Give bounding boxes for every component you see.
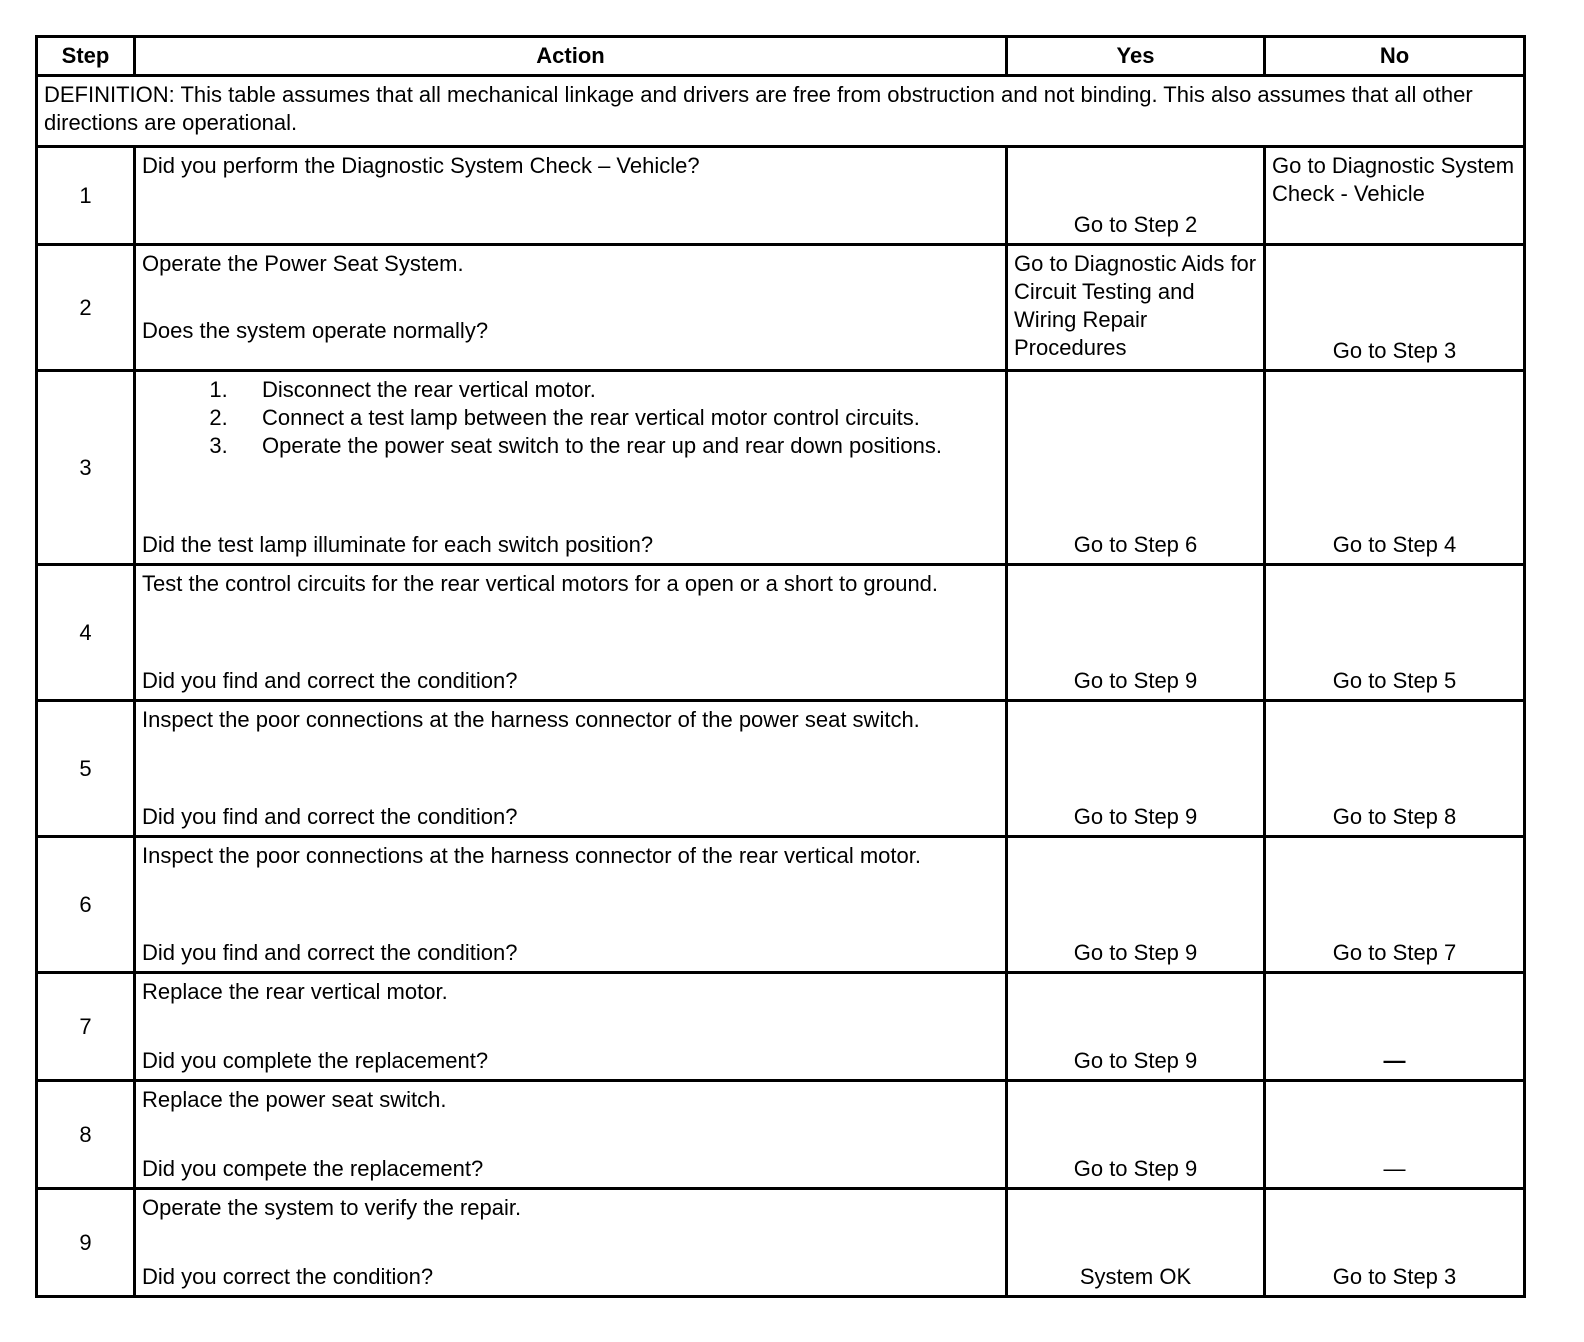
- action-text: Operate the system to verify the repair.: [142, 1195, 522, 1220]
- header-action: Action: [135, 37, 1007, 76]
- action-text: Inspect the poor connections at the harness connector of the rear vertical motor.: [142, 843, 921, 868]
- no-cell: Go to Step 4: [1265, 371, 1525, 565]
- step-number: 1: [37, 147, 135, 245]
- action-text: Test the control circuits for the rear vertical motors for a open or a short to ground.: [142, 571, 939, 596]
- no-cell: Go to Step 8: [1265, 701, 1525, 837]
- table-row: [37, 371, 1525, 565]
- action-step-list: [142, 376, 999, 460]
- action-cell: [135, 565, 1007, 701]
- action-text: Did you perform the Diagnostic System Check – Vehicle?: [135, 147, 1007, 245]
- definition-row: [37, 76, 1525, 147]
- yes-cell: Go to Step 2: [1007, 147, 1265, 245]
- yes-cell: Go to Step 9: [1007, 701, 1265, 837]
- step-number: 2: [37, 245, 135, 371]
- action-question: Did you compete the replacement?: [142, 1156, 484, 1181]
- diagnostic-table: [35, 35, 1526, 1298]
- action-text: Replace the power seat switch.: [142, 1087, 447, 1112]
- no-cell: Go to Step 3: [1265, 1189, 1525, 1297]
- table-row: [37, 837, 1525, 973]
- header-row: [37, 37, 1525, 76]
- action-question: Did you find and correct the condition?: [142, 804, 518, 829]
- no-cell: —: [1265, 973, 1525, 1081]
- action-cell: [135, 701, 1007, 837]
- table-row: [37, 973, 1525, 1081]
- step-number: 3: [37, 371, 135, 565]
- header-yes: Yes: [1007, 37, 1265, 76]
- table-row: [37, 701, 1525, 837]
- yes-cell: Go to Step 9: [1007, 1081, 1265, 1189]
- action-question: Did the test lamp illuminate for each switch position?: [142, 532, 654, 557]
- no-cell: Go to Step 7: [1265, 837, 1525, 973]
- action-cell: [135, 837, 1007, 973]
- action-question: Did you correct the condition?: [142, 1264, 434, 1289]
- table-row: [37, 1081, 1525, 1189]
- header-no: No: [1265, 37, 1525, 76]
- action-cell: [135, 371, 1007, 565]
- step-number: 9: [37, 1189, 135, 1297]
- no-cell: —: [1265, 1081, 1525, 1189]
- yes-cell: Go to Step 9: [1007, 837, 1265, 973]
- yes-cell: System OK: [1007, 1189, 1265, 1297]
- step-number: 4: [37, 565, 135, 701]
- step-number: 7: [37, 973, 135, 1081]
- table-row: [37, 1189, 1525, 1297]
- step-number: 8: [37, 1081, 135, 1189]
- header-step: Step: [37, 37, 135, 76]
- list-item: 3. Operate the power seat switch to the rear up and rear down positions.: [240, 432, 999, 460]
- action-cell: [135, 1081, 1007, 1189]
- step-number: 6: [37, 837, 135, 973]
- step-number: 5: [37, 701, 135, 837]
- definition-text: DEFINITION: This table assumes that all mechanical linkage and drivers are free from obstruction and not binding. This also assumes that all other directions are operational.: [37, 76, 1525, 147]
- table-row: [37, 147, 1525, 245]
- no-cell: Go to Diagnostic System Check - Vehicle: [1265, 147, 1525, 245]
- yes-cell: Go to Step 9: [1007, 565, 1265, 701]
- action-text: Inspect the poor connections at the harness connector of the power seat switch.: [142, 707, 920, 732]
- action-text: Replace the rear vertical motor.: [142, 979, 448, 1004]
- yes-cell: Go to Step 9: [1007, 973, 1265, 1081]
- table-row: [37, 565, 1525, 701]
- action-question: Did you find and correct the condition?: [142, 940, 518, 965]
- action-text: Operate the Power Seat System.: [142, 251, 464, 276]
- list-item: 2. Connect a test lamp between the rear vertical motor control circuits.: [240, 404, 999, 432]
- no-cell: Go to Step 3: [1265, 245, 1525, 371]
- list-item: 1. Disconnect the rear vertical motor.: [240, 376, 999, 404]
- yes-cell: Go to Diagnostic Aids for Circuit Testing and Wiring Repair Procedures: [1007, 245, 1265, 371]
- action-cell: [135, 245, 1007, 371]
- action-cell: [135, 973, 1007, 1081]
- action-cell: [135, 1189, 1007, 1297]
- table-row: [37, 245, 1525, 371]
- yes-cell: Go to Step 6: [1007, 371, 1265, 565]
- action-question: Did you complete the replacement?: [142, 1048, 489, 1073]
- action-question: Does the system operate normally?: [142, 318, 489, 343]
- action-question: Did you find and correct the condition?: [142, 668, 518, 693]
- no-cell: Go to Step 5: [1265, 565, 1525, 701]
